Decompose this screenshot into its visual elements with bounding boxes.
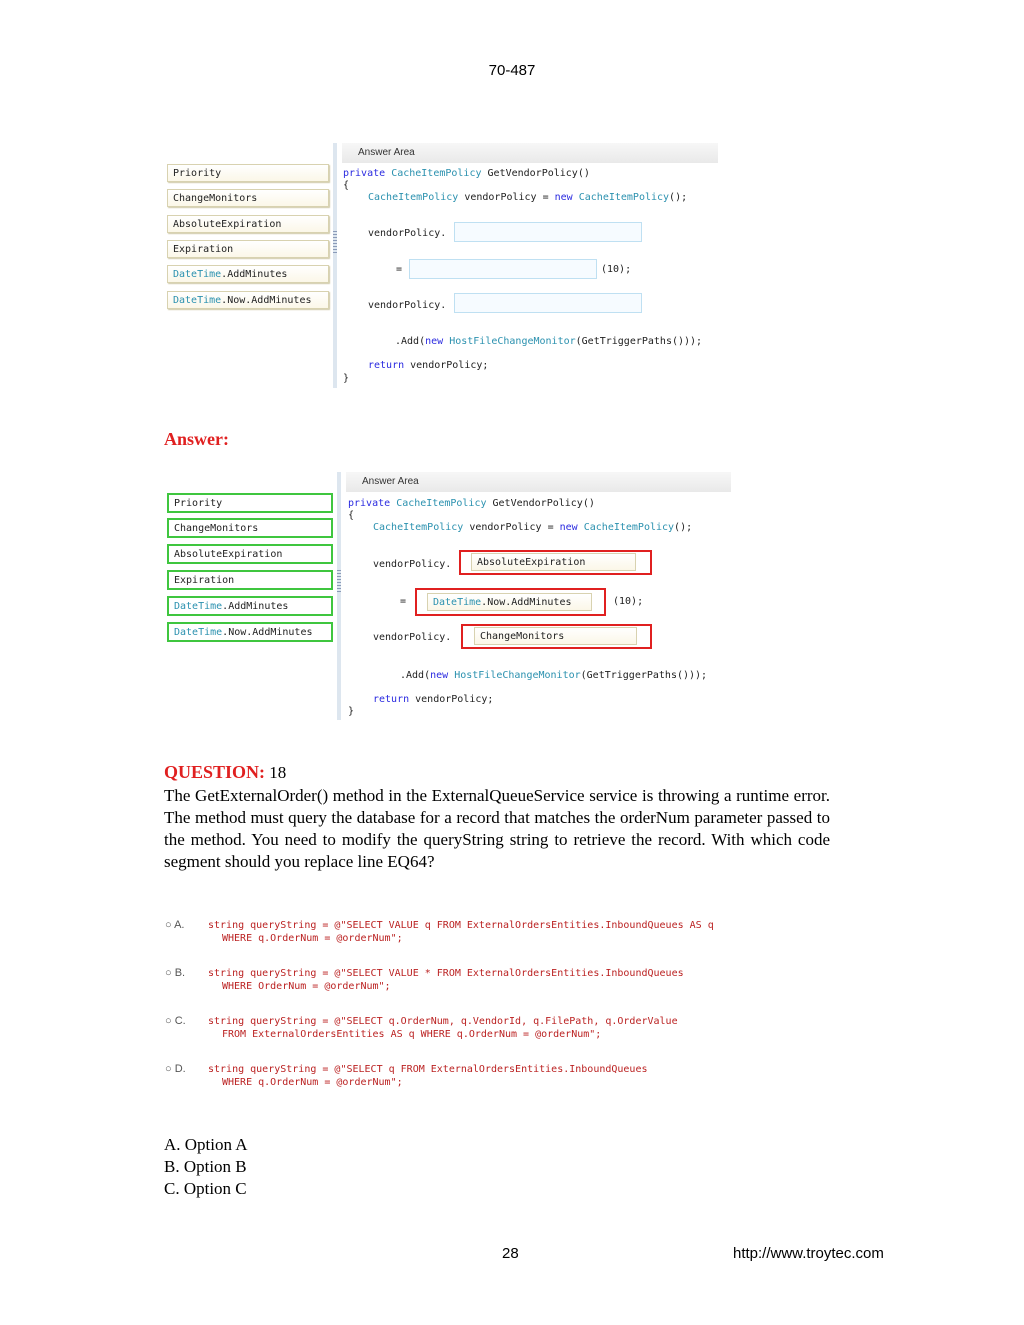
code-line-vendorpolicy-1: vendorPolicy. (368, 228, 447, 239)
answer-item-datetime-addminutes: DateTime.AddMinutes (167, 596, 333, 616)
answer-code-add-monitor: .Add(new HostFileChangeMonitor(GetTriggerPaths())); (400, 670, 708, 681)
code-line-signature: private CacheItemPolicy GetVendorPolicy() (343, 168, 590, 179)
question-text: The GetExternalOrder() method in the ExternalQueueService service is throwing a runtime error. The method must query the database for a record that matches the orderNum parameter passed to the method. You need to modify the queryString string to retrieve the record. With which code segment should you replace line EQ64? (164, 786, 830, 871)
option-b-code-line2: WHERE OrderNum = @orderNum"; (222, 981, 391, 992)
splitter-handle[interactable] (333, 231, 337, 253)
drop-slot-3[interactable] (454, 293, 642, 313)
answer-drag-drop-figure (165, 472, 735, 720)
code-line-add-monitor: .Add(new HostFileChangeMonitor(GetTriggerPaths())); (395, 336, 703, 347)
answer-slot-1-value: AbsoluteExpiration (471, 553, 636, 571)
answer-code-close-brace: } (348, 706, 355, 717)
question-number: 18 (269, 763, 287, 782)
option-d-code-line2: WHERE q.OrderNum = @orderNum"; (222, 1077, 403, 1088)
option-a-code-line2: WHERE q.OrderNum = @orderNum"; (222, 933, 403, 944)
question-heading (164, 762, 286, 783)
drop-slot-2[interactable] (409, 259, 597, 279)
code-line-open-brace: { (343, 180, 350, 191)
answer-choice-a: A. Option A (164, 1135, 248, 1154)
panel-divider (333, 143, 337, 388)
answer-code-vendorpolicy-2: vendorPolicy. (373, 632, 452, 643)
answer-code-signature: private CacheItemPolicy GetVendorPolicy() (348, 498, 595, 509)
answer-item-absoluteexpiration: AbsoluteExpiration (167, 544, 333, 564)
answer-panel-divider (337, 472, 341, 720)
page-number: 28 (502, 1245, 519, 1262)
answer-label: Answer: (164, 429, 229, 449)
code-line-equals: = (396, 264, 403, 275)
answer-item-changemonitors: ChangeMonitors (167, 518, 333, 538)
drop-slot-1[interactable] (454, 222, 642, 242)
answer-code-vendorpolicy-1: vendorPolicy. (373, 559, 452, 570)
question-drag-drop-figure (165, 143, 725, 388)
answer-item-expiration: Expiration (167, 570, 333, 590)
answer-code-open-brace: { (348, 510, 355, 521)
exam-code-header: 70-487 (488, 62, 536, 79)
answer-choice-c: C. Option C (164, 1179, 247, 1198)
drag-item-datetime-now-addminutes[interactable]: DateTime.Now.AddMinutes (167, 291, 329, 309)
footer-url[interactable]: http://www.troytec.com (733, 1245, 884, 1262)
answer-slot-2-value: DateTime.Now.AddMinutes (427, 593, 592, 611)
code-line-vendorpolicy-2: vendorPolicy. (368, 300, 447, 311)
answer-item-priority: Priority (167, 493, 333, 513)
drag-item-absoluteexpiration[interactable]: AbsoluteExpiration (167, 215, 329, 233)
question-label: QUESTION: (164, 762, 266, 782)
answer-choice-b: B. Option B (164, 1157, 247, 1176)
option-a-radio[interactable]: ○ A. (165, 919, 185, 931)
option-d-code-line1: string queryString = @"SELECT q FROM ExternalOrdersEntities.InboundQueues (208, 1064, 648, 1075)
answer-item-datetime-now-addminutes: DateTime.Now.AddMinutes (167, 622, 333, 642)
drag-item-priority[interactable]: Priority (167, 164, 329, 182)
answer-code-minutes-arg: (10); (613, 596, 644, 607)
option-b-radio[interactable]: ○ B. (165, 967, 186, 979)
answer-code-equals: = (400, 596, 407, 607)
drag-item-datetime-addminutes[interactable]: DateTime.AddMinutes (167, 265, 329, 283)
code-line-new-policy: CacheItemPolicy vendorPolicy = new CacheItemPolicy(); (368, 192, 688, 203)
code-line-return: return vendorPolicy; (368, 360, 489, 371)
answer-splitter-handle (337, 570, 341, 592)
answer-area-header-solution: Answer Area (346, 472, 731, 492)
code-line-close-brace: } (343, 373, 350, 384)
drag-item-expiration[interactable]: Expiration (167, 240, 329, 258)
option-c-code-line1: string queryString = @"SELECT q.OrderNum, q.VendorId, q.FilePath, q.OrderValue (208, 1016, 678, 1027)
option-d-radio[interactable]: ○ D. (165, 1063, 186, 1075)
answer-code-return: return vendorPolicy; (373, 694, 494, 705)
option-a-code-line1: string queryString = @"SELECT VALUE q FROM ExternalOrdersEntities.InboundQueues AS q (208, 920, 714, 931)
answer-slot-3-value: ChangeMonitors (474, 627, 637, 645)
answer-area-header: Answer Area (342, 143, 718, 163)
answer-code-new-policy: CacheItemPolicy vendorPolicy = new CacheItemPolicy(); (373, 522, 693, 533)
code-line-minutes-arg: (10); (601, 264, 632, 275)
option-c-radio[interactable]: ○ C. (165, 1015, 186, 1027)
drag-item-changemonitors[interactable]: ChangeMonitors (167, 189, 329, 207)
option-c-code-line2: FROM ExternalOrdersEntities AS q WHERE q.OrderNum = @orderNum"; (222, 1029, 602, 1040)
option-b-code-line1: string queryString = @"SELECT VALUE * FROM ExternalOrdersEntities.InboundQueues (208, 968, 684, 979)
